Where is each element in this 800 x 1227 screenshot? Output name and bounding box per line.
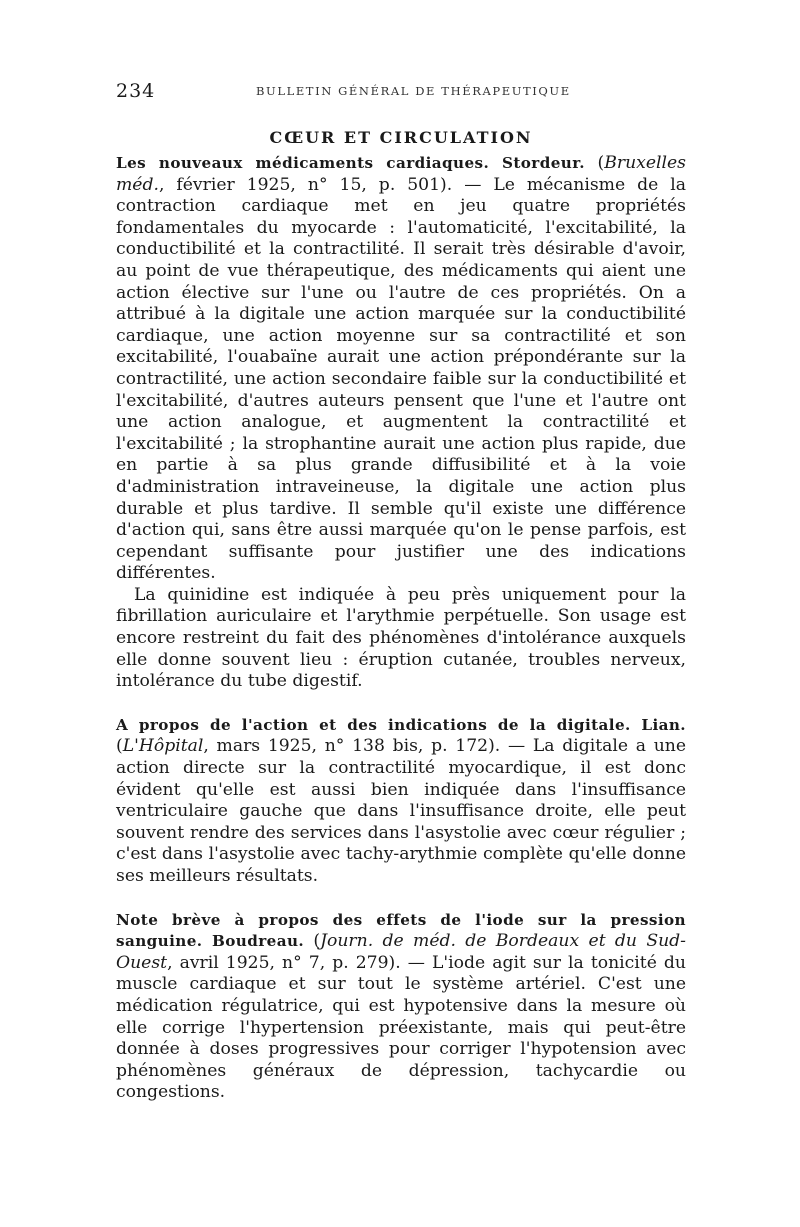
article-paragraph: La quinidine est indiquée à peu près uniquement pour la fibrillation auriculaire et l'arythmie perpétuelle. Son usage est encore restreint du fait des phénomènes d'intolérance auxquels elle donne souvent lieu : éruption cutanée, troubles nerveux, intolérance du tube digestif. bbox=[116, 584, 686, 692]
article-paragraph bbox=[116, 715, 686, 888]
article-title: Les nouveaux médicaments cardiaques. Stordeur. bbox=[116, 154, 585, 172]
article-body bbox=[116, 153, 686, 1104]
source-details: , février 1925, n° 15, p. 501). bbox=[158, 174, 453, 195]
article-text: — Le mécanisme de la contraction cardiaque met en jeu quatre propriétés fondamentales du myocarde : l'automaticité, l'excitabilité, la conductibilité et la contractilité. Il serait très désirable d'avoir, au point de vue thérapeutique, des médicaments qui aient une action élective sur l'une ou l'autre de ces propriétés. On a attribué à la digitale une action marquée sur la conductibilité cardiaque, une action moyenne sur sa contractilité et son excitabilité, l'ouabaïne aurait une action prépondérante sur la contractilité, une action secondaire faible sur la conductibilité et l'excitabilité, d'autres auteurs pensent que l'une et l'autre ont une action analogue, et augmentent la contractilité et l'excitabilité ; la strophantine aurait une action plus rapide, due en partie à sa plus grande diffusibilité et à la voie d'administration intraveineuse, la digitale une action plus durable et plus tardive. Il semble qu'il existe une différence d'action qui, sans être aussi marquée qu'on le pense parfois, est cependant suffisante pour justifier une des indications différentes. bbox=[116, 174, 686, 584]
article-title: A propos de l'action et des indications de la digitale. Lian. bbox=[116, 715, 686, 734]
article-entry bbox=[116, 715, 686, 888]
source-open: ( bbox=[584, 153, 605, 173]
source-journal: L'Hôpital bbox=[122, 736, 204, 757]
article-paragraph bbox=[116, 910, 686, 1104]
journal-title: BULLETIN GÉNÉRAL DE THÉRAPEUTIQUE bbox=[256, 84, 571, 98]
source-journal: Journ. de méd. de Bordeaux et du Sud-Ouest bbox=[116, 931, 686, 973]
running-head bbox=[116, 80, 686, 102]
article-paragraph bbox=[116, 153, 686, 585]
article-text: — La digitale a une action directe sur la contractilité myocardique, il est donc évident qu'elle est aussi bien indiquée dans l'insuffisance ventriculaire gauche que dans l'insuffisance droite, elle peut souvent rendre des services dans l'asystolie avec cœur régulier ; c'est dans l'asystolie avec tachy-arythmie complète qu'elle donne ses meilleurs résultats. bbox=[116, 736, 687, 886]
article-title: Note brève à propos des effets de l'iode sur la pression sanguine. Boudreau. bbox=[116, 910, 686, 951]
source-journal: Bruxelles méd. bbox=[116, 153, 686, 195]
source-open: ( bbox=[116, 736, 123, 757]
source-details: , mars 1925, n° 138 bis, p. 172). bbox=[203, 736, 501, 757]
article-text: — L'iode agit sur la tonicité du muscle cardiaque et sur tout le système artériel. C'est une médication régulatrice, qui est hypotensive dans la mesure où elle corrige l'hypertension préexistante, mais qui peut-être donnée à doses progressives pour corriger l'hypotension avec phénomènes généraux de dépression, tachycardie ou congestions. bbox=[116, 952, 686, 1103]
section-title: CŒUR ET CIRCULATION bbox=[269, 128, 533, 147]
source-open: ( bbox=[304, 931, 321, 952]
article-entry bbox=[116, 153, 686, 693]
source-details: , avril 1925, n° 7, p. 279). bbox=[167, 952, 401, 973]
page-number: 234 bbox=[116, 80, 156, 102]
article-entry bbox=[116, 910, 686, 1104]
